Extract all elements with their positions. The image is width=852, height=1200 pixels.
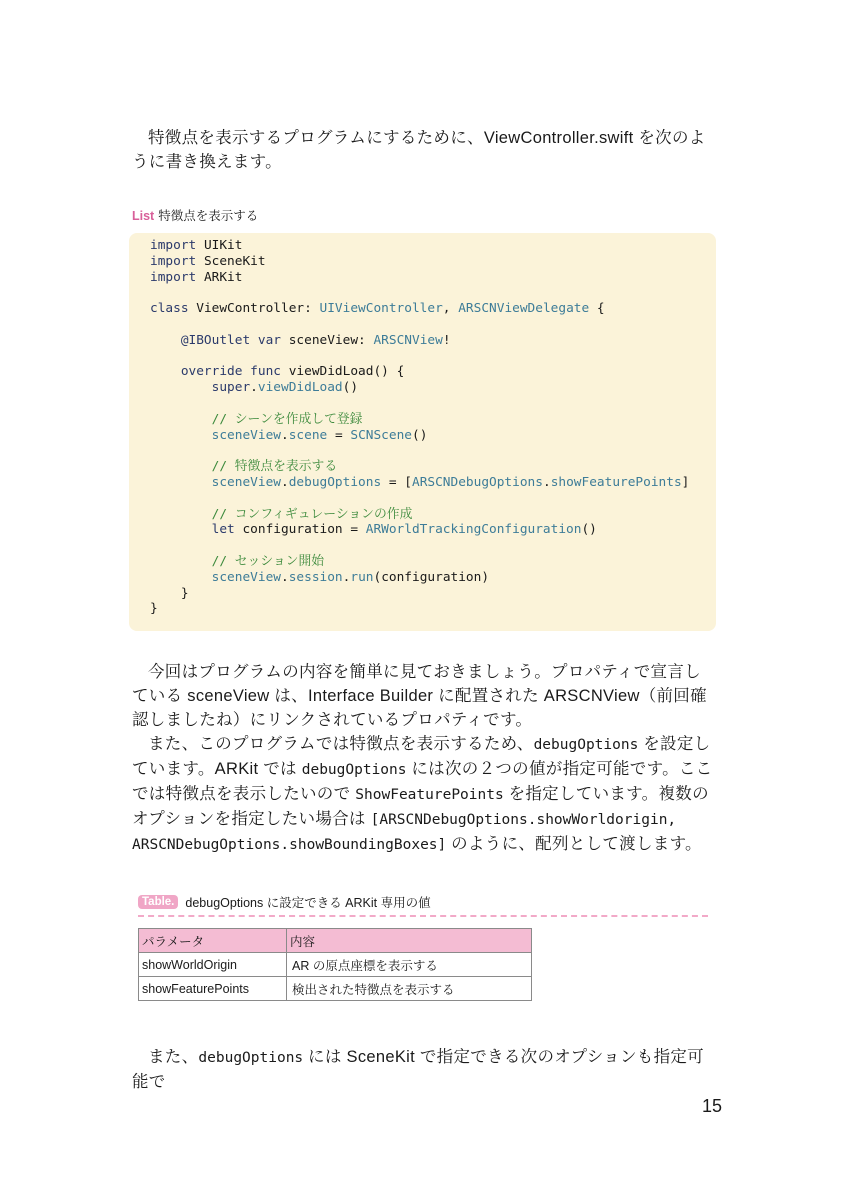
page-number: 15 xyxy=(702,1096,723,1116)
code-token: (configuration) xyxy=(373,569,490,585)
text-run: のように、配列として渡します。 xyxy=(446,835,702,853)
code-token: viewDidLoad xyxy=(257,380,343,396)
code-line xyxy=(150,507,716,523)
code-token: () xyxy=(412,427,428,443)
cell-description: 検出された特徴点を表示する xyxy=(287,977,532,1001)
code-token: import xyxy=(150,238,197,253)
inline-code: debugOptions xyxy=(533,737,639,753)
code-line xyxy=(150,538,716,554)
code-token: class xyxy=(150,301,189,317)
table-header-row xyxy=(139,929,532,953)
code-token: configuration = xyxy=(234,522,366,538)
code-token: import xyxy=(150,269,197,285)
code-token: ARSCNViewDelegate xyxy=(458,301,590,317)
list-label: List xyxy=(132,209,155,223)
code-token: @IBOutlet xyxy=(150,332,251,348)
code-token: session xyxy=(288,569,343,585)
code-line xyxy=(150,491,716,507)
code-token xyxy=(250,333,258,348)
code-token: , xyxy=(442,301,459,317)
code-token: viewDidLoad() { xyxy=(281,364,405,380)
code-token: . xyxy=(342,569,351,585)
code-token: = [ xyxy=(381,474,412,490)
dashed-divider xyxy=(138,915,708,917)
code-token: var xyxy=(257,332,282,348)
table-row xyxy=(139,977,532,1001)
code-token: sceneView xyxy=(150,427,281,443)
code-token: // 特徴点を表示する xyxy=(150,459,338,475)
code-token: UIViewController xyxy=(319,301,443,317)
cell-description: AR の原点座標を表示する xyxy=(287,953,532,977)
code-line xyxy=(150,554,716,570)
code-token: run xyxy=(350,569,374,585)
code-line xyxy=(150,254,716,270)
code-line xyxy=(150,238,716,254)
code-token: sceneView: xyxy=(281,332,374,348)
code-token: // コンフィギュレーションの作成 xyxy=(150,506,413,522)
code-line xyxy=(150,333,716,349)
code-token: // シーンを作成して登録 xyxy=(150,411,363,427)
code-token: override xyxy=(150,364,243,380)
code-token: UIKit xyxy=(196,238,243,253)
code-token: func xyxy=(250,364,281,380)
code-token: scene xyxy=(288,427,328,443)
cell-parameter: showFeaturePoints xyxy=(139,977,287,1001)
code-token: debugOptions xyxy=(288,474,382,490)
code-line xyxy=(150,570,716,586)
code-token: SceneKit xyxy=(196,253,266,269)
code-token: let xyxy=(150,522,235,538)
code-token: = xyxy=(327,427,351,443)
table-title: debugOptions に設定できる ARKit 専用の値 xyxy=(185,896,431,910)
intro-paragraph xyxy=(132,126,716,174)
text-run: には SceneKit で指定できる次のオプションも指定可能で xyxy=(132,1048,704,1091)
body-paragraph-2 xyxy=(132,732,716,857)
inline-code: ShowFeaturePoints xyxy=(355,787,504,803)
code-token: . xyxy=(250,380,258,396)
code-token: super xyxy=(150,380,251,396)
code-token: { xyxy=(589,301,605,317)
table-caption xyxy=(138,893,431,911)
code-line xyxy=(150,364,716,380)
body-paragraph-1: 今回はプログラムの内容を簡単に見ておきましょう。プロパティで宣言している sceneView は、Interface Builder に配置された ARSCNView（前回確認しましたね）にリンクされているプロパティです。 xyxy=(132,663,707,729)
inline-code: [ARSCNDebugOptions.showWorldorigin, ARSCNDebugOptions.showBoundingBoxes] xyxy=(132,812,677,853)
code-line xyxy=(150,459,716,475)
code-token: () xyxy=(581,522,597,538)
code-line xyxy=(150,428,716,444)
code-line xyxy=(150,301,716,317)
intro-text: 特徴点を表示するプログラムにするために、ViewController.swift を次のように書き換えます。 xyxy=(132,129,706,171)
code-token: showFeaturePoints xyxy=(550,474,682,490)
header-description: 内容 xyxy=(287,929,532,953)
code-token: . xyxy=(280,569,289,585)
text-run: を設定しています。ARKit では xyxy=(132,735,711,778)
text-run: また、このプログラムでは特徴点を表示するため、 xyxy=(148,735,534,753)
code-token: () xyxy=(342,380,359,396)
tail-paragraph xyxy=(132,1045,716,1094)
code-token: . xyxy=(542,474,551,490)
code-line xyxy=(150,601,716,617)
code-line xyxy=(150,475,716,491)
code-line xyxy=(150,380,716,396)
code-token: . xyxy=(280,474,289,490)
inline-code: debugOptions xyxy=(198,1050,304,1066)
table-badge: Table. xyxy=(138,895,178,909)
inline-code: debugOptions xyxy=(301,762,407,778)
debug-options-table xyxy=(138,928,532,1001)
table-row xyxy=(139,953,532,977)
list-caption xyxy=(132,206,258,224)
list-title: 特徴点を表示する xyxy=(158,209,259,223)
code-line xyxy=(150,412,716,428)
text-run: また、 xyxy=(148,1048,199,1066)
code-token: . xyxy=(280,427,289,443)
code-token: ARSCNDebugOptions xyxy=(411,474,543,490)
code-token: ! xyxy=(442,332,451,348)
code-token: // セッション開始 xyxy=(150,553,325,569)
body-paragraphs xyxy=(132,660,716,857)
text-run: には次の２つの値が指定可能です。ここでは特徴点を表示したいので xyxy=(132,760,713,803)
code-token: import xyxy=(150,253,197,269)
code-token: ARWorldTrackingConfiguration xyxy=(365,522,582,538)
code-token: ARSCNView xyxy=(373,332,443,348)
code-line xyxy=(150,349,716,365)
code-token: SCNScene xyxy=(350,427,412,443)
tail-text xyxy=(132,1045,716,1094)
code-token: ARKit xyxy=(196,269,243,285)
code-token: } xyxy=(150,585,189,601)
cell-parameter: showWorldOrigin xyxy=(139,953,287,977)
code-line xyxy=(150,443,716,459)
code-token: } xyxy=(150,601,158,617)
code-block xyxy=(129,233,716,631)
text-run: を指定しています。複数のオプションを指定したい場合は xyxy=(132,785,709,828)
code-token: sceneView xyxy=(150,569,281,585)
code-line xyxy=(150,522,716,538)
code-line xyxy=(150,586,716,602)
code-line xyxy=(150,317,716,333)
code-token xyxy=(242,364,250,379)
header-parameter: パラメータ xyxy=(139,929,287,953)
code-line xyxy=(150,396,716,412)
code-token: sceneView xyxy=(150,474,281,490)
code-line xyxy=(150,270,716,286)
code-token: ] xyxy=(681,474,690,490)
code-token: ViewController: xyxy=(188,301,320,317)
code-line xyxy=(150,285,716,301)
